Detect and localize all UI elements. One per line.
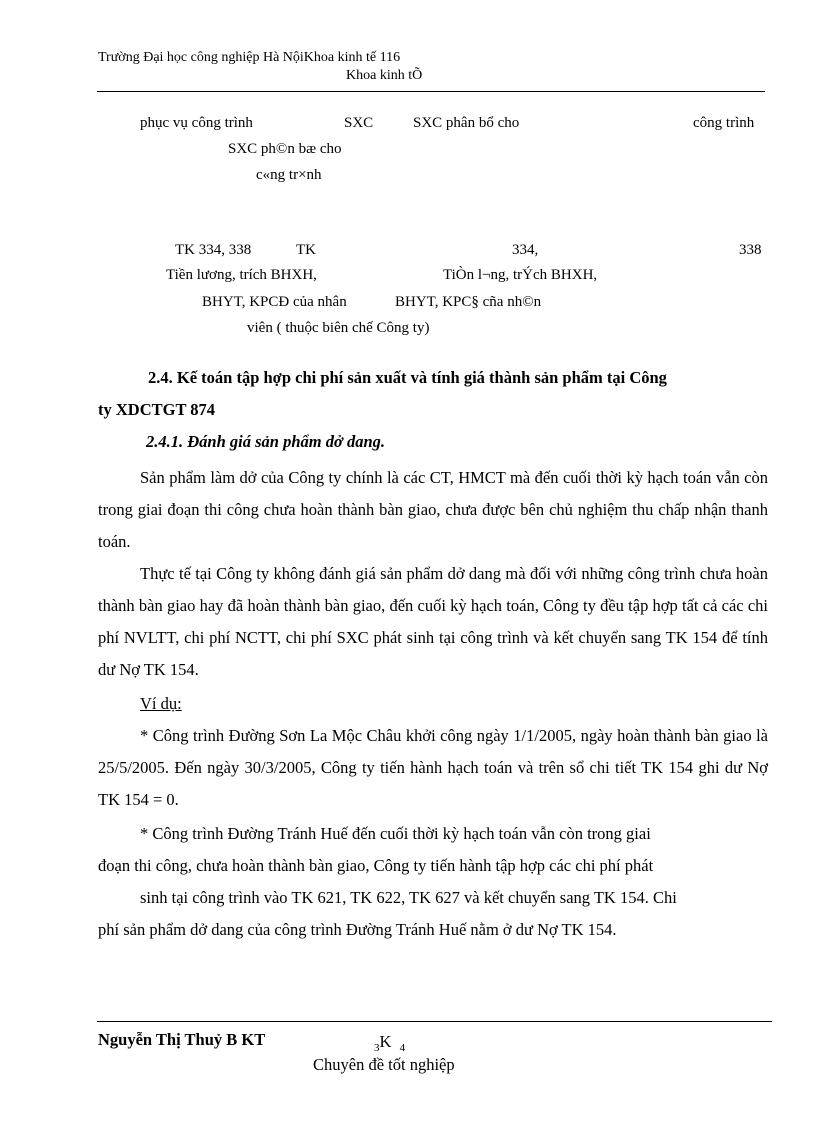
- diagram-text: SXC ph©n bæ cho: [228, 141, 342, 157]
- paragraph-4-line-2: đoạn thi công, chưa hoàn thành bàn giao, Công ty tiến hành tập hợp các chi phí phát: [98, 856, 654, 875]
- diagram-text: c«ng tr×nh: [256, 167, 322, 183]
- footer-sub-1: 3: [374, 1042, 380, 1054]
- diagram-text: công trình: [693, 115, 755, 131]
- section-heading-line-1: 2.4. Kế toán tập hợp chi phí sản xuất và tính giá thành sản phẩm tại Công: [148, 368, 667, 387]
- diagram-text: Tiền lương, trích BHXH,: [166, 267, 317, 283]
- footer-rule: [97, 1021, 772, 1022]
- header-line-2: Khoa kinh tÕ: [346, 68, 423, 83]
- diagram-text: phục vụ công trình: [140, 115, 253, 131]
- footer-author: Nguyễn Thị Thuỷ B KT: [98, 1030, 266, 1049]
- section-heading-line-2: ty XDCTGT 874: [98, 400, 216, 419]
- paragraph-4-line-4: phí sản phẩm dở dang của công trình Đường Tránh Huế nằm ở dư Nợ TK 154.: [98, 920, 617, 939]
- header-line-1: Trường Đại học công nghiệp Hà NộiKhoa kinh tế 116: [98, 50, 401, 65]
- paragraph-4-line-1: * Công trình Đường Tránh Huế đến cuối thời kỳ hạch toán vẫn còn trong giai: [140, 824, 651, 843]
- paragraph-3: * Công trình Đường Sơn La Mộc Châu khởi công ngày 1/1/2005, ngày hoàn thành bàn giao là 25/5/2005. Đến ngày 30/3/2005, Công ty tiến hành hạch toán và trên sổ chi tiết TK 154 ghi dư Nợ TK 154 = 0.: [98, 726, 768, 809]
- diagram-text: 338: [739, 242, 762, 258]
- diagram-text: 334,: [512, 242, 539, 258]
- diagram-text: TiÒn l¬ng, trÝch BHXH,: [443, 267, 598, 283]
- subsection-heading: 2.4.1. Đánh giá sản phẩm dở dang.: [146, 432, 385, 451]
- footer-k: K: [379, 1032, 392, 1051]
- diagram-text: TK 334, 338: [175, 242, 252, 258]
- footer-sub-2: 4: [399, 1042, 406, 1054]
- paragraph-4-line-3: sinh tại công trình vào TK 621, TK 622, TK 627 và kết chuyển sang TK 154. Chi: [140, 888, 677, 907]
- paragraph-2: Thực tế tại Công ty không đánh giá sản phẩm dở dang mà đối với những công trình chưa hoàn thành bàn giao hay đã hoàn thành bàn giao, đến cuối kỳ hạch toán, Công ty đều tập hợp tất cả các chi phí NVLTT, chi phí NCTT, chi phí SXC phát sinh tại công trình và kết chuyển sang TK 154 để tính dư Nợ TK 154.: [98, 564, 768, 679]
- diagram-text: BHYT, KPCĐ của nhân: [202, 294, 347, 310]
- header-rule: [97, 91, 765, 92]
- diagram-text: TK: [296, 242, 316, 258]
- diagram-text: SXC: [344, 115, 374, 131]
- example-label: Ví dụ:: [140, 694, 182, 713]
- diagram-text: viên ( thuộc biên chế Công ty): [247, 320, 430, 336]
- diagram-text: SXC phân bổ cho: [413, 115, 520, 131]
- paragraph-1: Sản phẩm làm dở của Công ty chính là các CT, HMCT mà đến cuối thời kỳ hạch toán vẫn còn trong giai đoạn thi công chưa hoàn thành bàn giao, chưa được bên chủ nghiệm thu chấp nhận thanh toán.: [98, 468, 768, 551]
- footer-document-title: Chuyên đề tốt nghiệp: [313, 1055, 455, 1074]
- diagram-text: BHYT, KPC§ cña nh©n: [395, 294, 542, 310]
